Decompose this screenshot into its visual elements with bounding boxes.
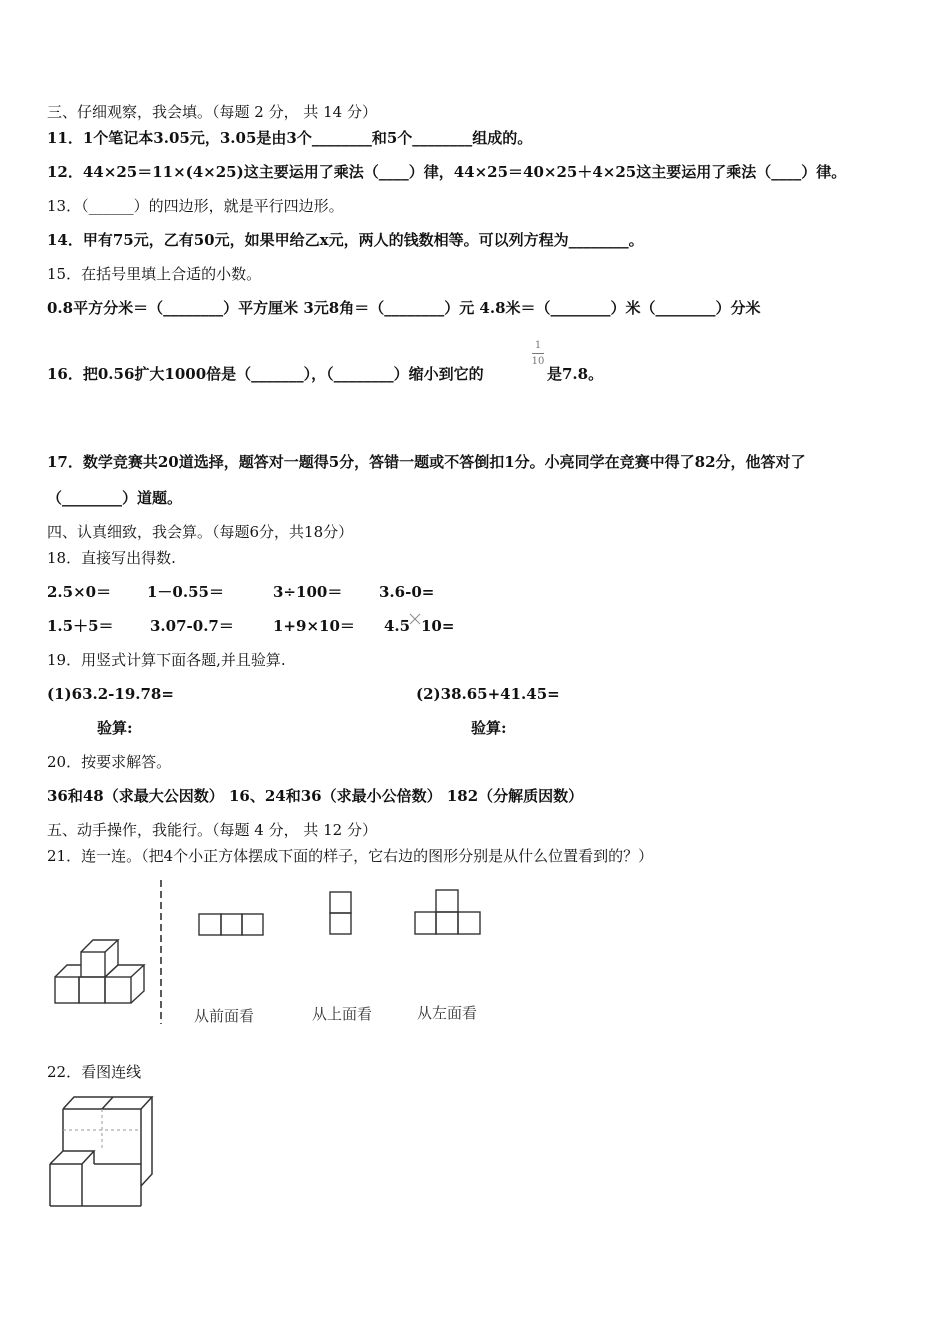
calc-item: 10=: [421, 617, 455, 635]
fraction-numerator: 1: [534, 340, 542, 351]
section-3-heading: 三、仔细观察，我会填。（每题 2 分， 共 14 分）: [47, 103, 377, 121]
calc-item: 3.6-0=: [379, 583, 435, 601]
caption-front-view: 从前面看: [194, 1007, 255, 1025]
calc-item: 1－0.55＝: [147, 583, 224, 601]
fraction-denominator: 10: [531, 356, 545, 367]
question-15-parts: 0.8平方分米＝（________）平方厘米 3元8角＝（________）元 4.8米＝（________）米（________）分米: [47, 299, 761, 317]
question-18: 18．直接写出得数.: [47, 549, 176, 567]
fraction-bar: [532, 353, 544, 354]
multiply-sign-icon: [409, 613, 421, 625]
section-4-heading: 四、认真细致，我会算。（每题6分，共18分）: [47, 523, 354, 541]
question-17-line-2: （________）道题。: [47, 489, 183, 507]
calc-item: 1+9×10＝: [273, 617, 355, 635]
question-22: 22．看图连线: [47, 1063, 142, 1081]
cube-arrangement-figure: [52, 935, 148, 1007]
question-20: 20．按要求解答。: [47, 753, 172, 771]
question-19: 19．用竖式计算下面各题,并且验算.: [47, 651, 286, 669]
question-20-parts: 36和48（求最大公因数） 16、24和36（求最小公倍数） 182（分解质因数）: [47, 787, 584, 805]
q19-check-label: 验算:: [471, 719, 507, 737]
question-12: 12．44×25＝11×(4×25)这主要运用了乘法（____）律，44×25＝40×25＋4×25这主要运用了乘法（____）律。: [47, 163, 847, 181]
calc-item: 2.5×0＝: [47, 583, 112, 601]
question-16-part-a: 16．把0.56扩大1000倍是（_______），（________）缩小到它的: [47, 365, 484, 383]
question-17-line-1: 17．数学竞赛共20道选择，题答对一题得5分，答错一题或不答倒扣1分。小亮同学在竞赛中得了82分，他答对了: [47, 453, 806, 471]
q19-problem-2: (2)38.65+41.45=: [416, 685, 560, 703]
view-shape-three-in-row: [197, 912, 267, 938]
caption-top-view: 从上面看: [312, 1005, 373, 1023]
view-shape-t-shape: [413, 888, 483, 938]
question-11: 11．1个笔记本3.05元，3.05是由3个________和5个________组成的。: [47, 129, 533, 147]
dashed-divider: [158, 878, 166, 1026]
q19-problem-1: (1)63.2-19.78=: [47, 685, 174, 703]
question-15: 15．在括号里填上合适的小数。: [47, 265, 262, 283]
caption-left-view: 从左面看: [417, 1004, 478, 1022]
calc-item: 3÷100＝: [273, 583, 343, 601]
section-5-heading: 五、动手操作，我能行。（每题 4 分， 共 12 分）: [47, 821, 377, 839]
calc-item: 3.07-0.7＝: [150, 617, 234, 635]
view-shape-two-stacked: [327, 890, 355, 938]
question-14: 14．甲有75元，乙有50元，如果甲给乙x元，两人的钱数相等。可以列方程为________。: [47, 231, 644, 249]
block-solid-figure: [46, 1094, 158, 1212]
question-21: 21．连一连。（把4个小正方体摆成下面的样子，它右边的图形分别是从什么位置看到的？）: [47, 847, 654, 865]
calc-item: 1.5＋5＝: [47, 617, 114, 635]
question-13: 13．（______）的四边形，就是平行四边形。: [47, 197, 344, 215]
question-16-part-b: 是7.8。: [547, 365, 604, 383]
calc-item: 4.5: [384, 617, 411, 635]
q19-check-label: 验算:: [97, 719, 133, 737]
